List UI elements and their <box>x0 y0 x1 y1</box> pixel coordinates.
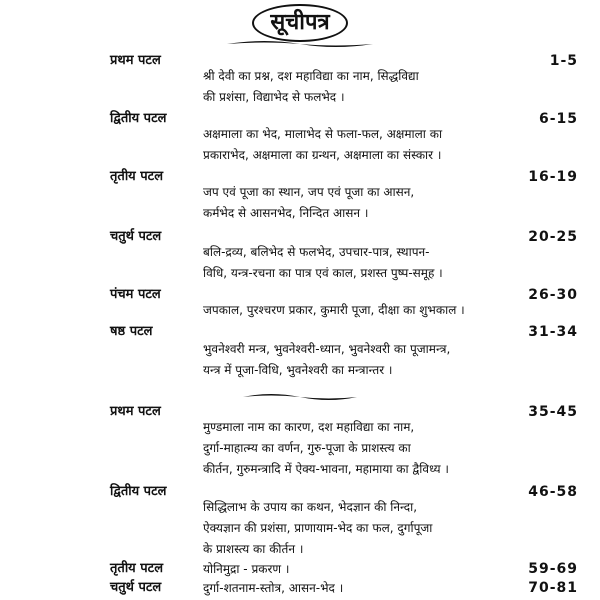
page-range: 46-58 <box>528 484 578 500</box>
description-line: अक्षमाला का भेद, मालाभेद से फला-फल, अक्षमाला का <box>203 127 443 141</box>
page-range: 31-34 <box>528 324 578 340</box>
entry-heading: प्रथम पटल <box>110 404 161 419</box>
page-range: 26-30 <box>528 287 578 303</box>
description-line: सिद्धिलाभ के उपाय का कथन, भेदज्ञान की निन्दा, <box>203 500 418 514</box>
description-line: प्रकाराभेद, अक्षमाला का ग्रन्थन, अक्षमाला का संस्कार । <box>203 148 442 162</box>
entry-description <box>203 66 493 108</box>
entry-heading: चतुर्थ पटल <box>110 580 162 595</box>
description-line: कर्मभेद से आसनभेद, निन्दित आसन । <box>203 206 369 220</box>
description-line: बलि-द्रव्य, बलिभेद से फलभेद, उपचार-पात्र, स्थापन- <box>203 245 430 259</box>
page-range: 70-81 <box>528 580 578 596</box>
entry-description: दुर्गा-शतनाम-स्तोत्र, आसन-भेद । <box>203 581 344 595</box>
entry-heading: प्रथम पटल <box>110 53 161 68</box>
page-range: 6-15 <box>538 111 578 127</box>
entry-description <box>203 124 493 166</box>
entry-description <box>203 417 493 480</box>
entry-heading: पंचम पटल <box>110 287 161 302</box>
entry-heading: षष्ठ पटल <box>110 324 153 339</box>
description-line: दुर्गा-माहात्म्य का वर्णन, गुरु-पूजा के प्राशस्त्य का <box>203 441 411 455</box>
page-range: 59-69 <box>528 561 578 577</box>
page-range: 35-45 <box>528 404 578 420</box>
description-line: भुवनेश्वरी मन्त्र, भुवनेश्वरी-ध्यान, भुवनेश्वरी का पूजामन्त्र, <box>203 342 451 356</box>
description-line: विधि, यन्त्र-रचना का पात्र एवं काल, प्रशस्त पुष्प-समूह । <box>203 266 443 280</box>
entry-heading: चतुर्थ पटल <box>110 229 162 244</box>
entry-description <box>203 242 493 284</box>
description-line: मुण्डमाला नाम का कारण, दश महाविद्या का नाम, <box>203 420 415 434</box>
ornament-swash-divider <box>241 391 359 403</box>
description-line: की प्रशंसा, विद्याभेद से फलभेद । <box>203 90 345 104</box>
entry-description: योनिमुद्रा - प्रकरण । <box>203 562 290 576</box>
page-range: 1-5 <box>549 53 578 69</box>
page-range: 20-25 <box>528 229 578 245</box>
description-line: यन्त्र में पूजा-विधि, भुवनेश्वरी का मन्त्रान्तर । <box>203 363 393 377</box>
entry-heading: द्वितीय पटल <box>110 484 167 499</box>
entry-heading: तृतीय पटल <box>110 169 164 184</box>
description-line: जप एवं पूजा का स्थान, जप एवं पूजा का आसन, <box>203 185 415 199</box>
title-wrap <box>0 4 600 42</box>
entry-description <box>203 497 493 560</box>
entry-heading: द्वितीय पटल <box>110 111 167 126</box>
description-line: जपकाल, पुरश्चरण प्रकार, कुमारी पूजा, दीक्षा का शुभकाल । <box>203 303 465 317</box>
description-line: श्री देवी का प्रश्न, दश महाविद्या का नाम, सिद्धविद्या <box>203 69 419 83</box>
description-line: कीर्तन, गुरुमन्त्रादि में ऐक्य-भावना, महामाया का द्वैविध्य । <box>203 462 449 476</box>
description-line: ऐक्यज्ञान की प्रशंसा, प्राणायाम-भेद का फल, दुर्गापूजा <box>203 521 433 535</box>
ornament-swash-top <box>225 38 375 50</box>
page-title: सूचीपत्र <box>252 4 347 42</box>
page-range: 16-19 <box>528 169 578 185</box>
entry-heading: तृतीय पटल <box>110 561 164 576</box>
entry-description <box>203 182 493 224</box>
entry-description <box>203 339 493 381</box>
entry-description <box>203 300 493 321</box>
description-line: के प्राशस्त्य का कीर्तन । <box>203 542 304 556</box>
